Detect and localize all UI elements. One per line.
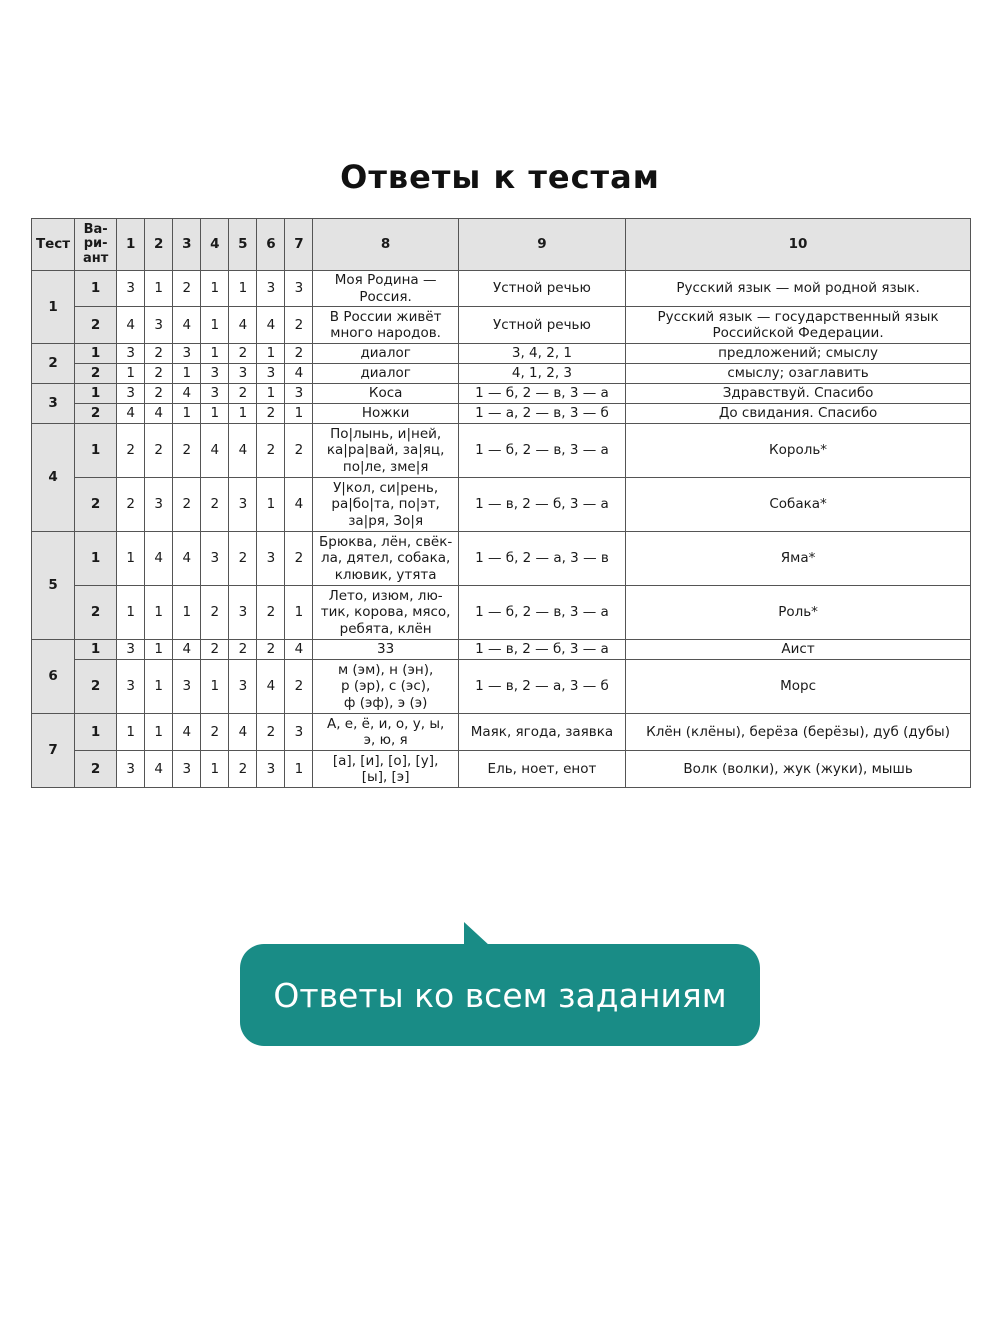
answer-text-cell-c8 xyxy=(313,344,458,364)
answer-text-line: Маяк, ягода, заявка xyxy=(470,723,614,740)
answer-cell: 3 xyxy=(117,271,145,307)
answer-text-cell-c9 xyxy=(458,478,625,532)
answer-cell: 2 xyxy=(285,307,313,344)
variant-cell: 1 xyxy=(75,271,117,307)
answer-text-cell-c9 xyxy=(458,751,625,788)
answer-text-cell-c8 xyxy=(313,586,458,640)
answer-cell: 2 xyxy=(145,424,173,478)
answer-cell: 3 xyxy=(145,307,173,344)
variant-cell: 2 xyxy=(75,586,117,640)
answer-text-cell-c10 xyxy=(626,424,971,478)
table-row xyxy=(32,307,971,344)
answer-cell: 1 xyxy=(145,660,173,714)
test-number-cell: 1 xyxy=(32,271,75,344)
answer-text-cell-c10 xyxy=(626,640,971,660)
answer-cell: 2 xyxy=(285,424,313,478)
answer-text-cell-c10 xyxy=(626,344,971,364)
answer-text-cell-c9 xyxy=(458,532,625,586)
answer-cell: 2 xyxy=(257,714,285,751)
answer-text-line: предложений; смыслу xyxy=(718,345,879,362)
answer-text-line: По|лынь, и|ней, xyxy=(330,425,442,442)
answer-cell: 2 xyxy=(145,344,173,364)
table-row xyxy=(32,660,971,714)
answer-cell: 1 xyxy=(229,404,257,424)
answer-cell: 1 xyxy=(145,586,173,640)
answer-cell: 3 xyxy=(117,384,145,404)
answer-cell: 2 xyxy=(257,424,285,478)
answer-cell: 2 xyxy=(145,384,173,404)
answer-text-cell-c9 xyxy=(458,384,625,404)
answer-cell: 4 xyxy=(285,478,313,532)
header-variant-line: ант xyxy=(82,250,109,266)
answer-text-line: тик, корова, мясо, xyxy=(320,604,451,621)
answer-cell: 1 xyxy=(117,586,145,640)
answer-text-cell-c10 xyxy=(626,404,971,424)
answer-text-cell-c8 xyxy=(313,640,458,660)
variant-cell: 1 xyxy=(75,532,117,586)
test-number-cell: 7 xyxy=(32,714,75,788)
answer-text-line: Собака* xyxy=(769,496,827,513)
answer-text-cell-c9 xyxy=(458,586,625,640)
variant-cell: 1 xyxy=(75,640,117,660)
table-row xyxy=(32,384,971,404)
answer-text-cell-c9 xyxy=(458,660,625,714)
answer-text-line: ф (эф), э (э) xyxy=(343,694,428,711)
answer-cell: 3 xyxy=(285,384,313,404)
answer-text-cell-c10 xyxy=(626,478,971,532)
answer-cell: 2 xyxy=(229,344,257,364)
answer-text-line: ла, дятел, собака, xyxy=(320,550,451,567)
answer-text-line: ка|ра|вай, за|яц, xyxy=(326,442,445,459)
answer-text-cell-c9 xyxy=(458,640,625,660)
answer-cell: 3 xyxy=(257,532,285,586)
answer-text-line: 1 — б, 2 — в, 3 — а xyxy=(475,442,609,459)
answer-text-line: До свидания. Спасибо xyxy=(718,405,878,422)
answer-text-line: 1 — в, 2 — б, 3 — а xyxy=(475,641,609,658)
answer-cell: 4 xyxy=(145,404,173,424)
table-row xyxy=(32,586,971,640)
answer-text-line: Российской Федерации. xyxy=(712,325,884,341)
answer-cell: 1 xyxy=(201,271,229,307)
answer-text-line: Здравствуй. Спасибо xyxy=(722,385,874,402)
answer-cell: 4 xyxy=(145,751,173,788)
answer-text-cell-c9 xyxy=(458,307,625,344)
answer-cell: 3 xyxy=(229,660,257,714)
answer-cell: 4 xyxy=(173,714,201,751)
answer-text-line: 1 — б, 2 — в, 3 — а xyxy=(475,604,609,621)
answer-text-line: В России живёт xyxy=(329,308,442,325)
header-variant-line: ри- xyxy=(83,236,108,252)
test-number-cell: 4 xyxy=(32,424,75,532)
answer-cell: 2 xyxy=(145,364,173,384)
answer-cell: 3 xyxy=(201,384,229,404)
answer-text-line: Роль* xyxy=(778,604,818,621)
answer-text-cell-c10 xyxy=(626,307,971,344)
answer-cell: 1 xyxy=(201,307,229,344)
variant-cell: 1 xyxy=(75,344,117,364)
answer-cell: 1 xyxy=(173,364,201,384)
header-col-9: 9 xyxy=(458,219,625,271)
answer-text-cell-c9 xyxy=(458,404,625,424)
answer-text-line: А, е, ё, и, о, у, ы, xyxy=(326,715,445,732)
answer-cell: 4 xyxy=(257,307,285,344)
answer-text-cell-c9 xyxy=(458,364,625,384)
table-row xyxy=(32,344,971,364)
answer-text-line: диалог xyxy=(360,365,411,382)
answer-cell: 3 xyxy=(145,478,173,532)
answer-cell: 1 xyxy=(173,404,201,424)
answer-cell: 1 xyxy=(201,751,229,788)
answer-cell: 3 xyxy=(173,344,201,364)
answers-table xyxy=(31,218,971,788)
answer-text-line: Русский язык — мой родной язык. xyxy=(676,280,920,297)
header-col-4: 4 xyxy=(201,219,229,271)
variant-cell: 1 xyxy=(75,424,117,478)
answer-cell: 2 xyxy=(201,640,229,660)
answer-text-cell-c10 xyxy=(626,271,971,307)
answer-cell: 2 xyxy=(257,640,285,660)
answer-text-line: Клён (клёны), берёза (берёзы), дуб (дубы) xyxy=(646,723,950,740)
answer-cell: 1 xyxy=(117,364,145,384)
answer-cell: 1 xyxy=(285,404,313,424)
answer-cell: 4 xyxy=(117,404,145,424)
answer-cell: 3 xyxy=(201,364,229,384)
answer-text-line: клювик, утята xyxy=(334,566,437,583)
answer-text-line: много народов. xyxy=(330,325,441,341)
answer-text-line: Морс xyxy=(780,678,817,695)
answer-text-line: по|ле, зме|я xyxy=(342,458,429,475)
answer-text-line: 3, 4, 2, 1 xyxy=(511,345,572,362)
answer-text-cell-c8 xyxy=(313,751,458,788)
answer-cell: 2 xyxy=(173,478,201,532)
answer-cell: 4 xyxy=(285,640,313,660)
answer-cell: 1 xyxy=(285,586,313,640)
answer-text-line: Волк (волки), жук (жуки), мышь xyxy=(683,760,913,777)
answer-cell: 4 xyxy=(285,364,313,384)
answer-text-cell-c10 xyxy=(626,364,971,384)
header-row xyxy=(32,219,971,271)
answer-text-cell-c8 xyxy=(313,424,458,478)
answer-text-line: Русский язык — государственный язык xyxy=(657,308,939,325)
answer-text-cell-c8 xyxy=(313,364,458,384)
answer-cell: 4 xyxy=(173,307,201,344)
answer-text-line: смыслу; озаглавить xyxy=(727,365,869,382)
answer-cell: 3 xyxy=(229,364,257,384)
answer-text-line: Ель, ноет, енот xyxy=(487,760,597,777)
answer-cell: 4 xyxy=(173,640,201,660)
answer-text-line: Моя Родина — xyxy=(334,272,437,289)
answer-text-cell-c9 xyxy=(458,344,625,364)
table-row xyxy=(32,404,971,424)
answer-text-cell-c10 xyxy=(626,714,971,751)
answer-text-line: Коса xyxy=(368,385,403,402)
answer-cell: 2 xyxy=(229,532,257,586)
header-col-7: 7 xyxy=(285,219,313,271)
answer-cell: 1 xyxy=(201,660,229,714)
answer-text-cell-c8 xyxy=(313,307,458,344)
answer-text-cell-c8 xyxy=(313,271,458,307)
answer-cell: 3 xyxy=(117,751,145,788)
header-col-6: 6 xyxy=(257,219,285,271)
header-col-10: 10 xyxy=(626,219,971,271)
table-row xyxy=(32,478,971,532)
answer-text-line: Аист xyxy=(781,641,815,658)
answer-text-cell-c10 xyxy=(626,384,971,404)
header-col-8: 8 xyxy=(313,219,458,271)
answer-cell: 1 xyxy=(145,714,173,751)
answer-cell: 2 xyxy=(117,424,145,478)
answer-text-line: [а], [и], [о], [у], xyxy=(332,752,439,769)
header-col-5: 5 xyxy=(229,219,257,271)
answer-cell: 1 xyxy=(117,532,145,586)
answer-cell: 3 xyxy=(257,271,285,307)
answer-text-line: У|кол, си|рень, xyxy=(333,479,439,496)
answer-cell: 3 xyxy=(117,344,145,364)
answer-cell: 2 xyxy=(257,404,285,424)
table-row xyxy=(32,640,971,660)
answer-cell: 4 xyxy=(229,424,257,478)
answer-cell: 1 xyxy=(257,384,285,404)
answer-text-line: ра|бо|та, по|эт, xyxy=(331,496,440,513)
answer-text-line: Брюква, лён, свёк- xyxy=(319,533,453,550)
header-variant-line: Ва- xyxy=(83,222,108,238)
answer-cell: 1 xyxy=(145,640,173,660)
answer-cell: 2 xyxy=(285,660,313,714)
answer-text-line: 4, 1, 2, 3 xyxy=(511,365,572,382)
answer-text-cell-c9 xyxy=(458,424,625,478)
answer-text-line: Ножки xyxy=(361,405,410,422)
header-col-1: 1 xyxy=(117,219,145,271)
header-variant xyxy=(75,219,117,271)
answer-text-line: 1 — в, 2 — б, 3 — а xyxy=(475,496,609,513)
answer-cell: 3 xyxy=(173,660,201,714)
variant-cell: 2 xyxy=(75,478,117,532)
answer-cell: 4 xyxy=(173,384,201,404)
answer-cell: 1 xyxy=(285,751,313,788)
table-row xyxy=(32,714,971,751)
answer-cell: 1 xyxy=(201,404,229,424)
answer-cell: 2 xyxy=(257,586,285,640)
answers-body xyxy=(32,271,971,788)
answer-cell: 1 xyxy=(257,344,285,364)
answer-text-line: Устной речью xyxy=(493,316,591,333)
answer-text-cell-c8 xyxy=(313,478,458,532)
answer-text-cell-c10 xyxy=(626,532,971,586)
answer-cell: 2 xyxy=(229,640,257,660)
answer-text-cell-c9 xyxy=(458,271,625,307)
variant-cell: 1 xyxy=(75,384,117,404)
answer-cell: 2 xyxy=(201,586,229,640)
answer-cell: 3 xyxy=(201,532,229,586)
answer-text-line: 1 — в, 2 — а, 3 — б xyxy=(475,678,609,695)
header-col-3: 3 xyxy=(173,219,201,271)
answer-text-line: за|ря, Зо|я xyxy=(348,512,424,529)
answer-cell: 3 xyxy=(257,364,285,384)
answer-cell: 3 xyxy=(229,586,257,640)
page-title: Ответы к тестам xyxy=(340,158,660,196)
test-number-cell: 5 xyxy=(32,532,75,640)
answer-text-cell-c10 xyxy=(626,660,971,714)
answer-cell: 2 xyxy=(173,424,201,478)
answer-text-cell-c8 xyxy=(313,714,458,751)
variant-cell: 1 xyxy=(75,714,117,751)
answer-cell: 2 xyxy=(229,751,257,788)
answer-cell: 2 xyxy=(285,344,313,364)
answer-cell: 2 xyxy=(229,384,257,404)
table-row xyxy=(32,424,971,478)
answer-cell: 3 xyxy=(229,478,257,532)
answer-cell: 4 xyxy=(173,532,201,586)
answer-cell: 4 xyxy=(201,424,229,478)
variant-cell: 2 xyxy=(75,307,117,344)
header-col-2: 2 xyxy=(145,219,173,271)
answer-cell: 1 xyxy=(257,478,285,532)
answer-text-cell-c10 xyxy=(626,586,971,640)
answer-cell: 2 xyxy=(285,532,313,586)
table-row xyxy=(32,532,971,586)
variant-cell: 2 xyxy=(75,660,117,714)
table-row xyxy=(32,364,971,384)
variant-cell: 2 xyxy=(75,364,117,384)
answer-cell: 4 xyxy=(257,660,285,714)
answer-text-cell-c8 xyxy=(313,404,458,424)
answer-cell: 3 xyxy=(285,714,313,751)
answer-cell: 4 xyxy=(117,307,145,344)
answer-text-line: р (эр), с (эс), xyxy=(340,678,431,695)
answer-text-cell-c8 xyxy=(313,384,458,404)
answer-cell: 2 xyxy=(117,478,145,532)
answer-text-line: диалог xyxy=(360,345,411,362)
answer-text-line: Король* xyxy=(769,442,828,459)
answer-text-line: 33 xyxy=(377,641,395,658)
answer-text-cell-c9 xyxy=(458,714,625,751)
answer-text-line: Россия. xyxy=(359,288,412,305)
answer-cell: 1 xyxy=(117,714,145,751)
answer-cell: 3 xyxy=(117,660,145,714)
variant-cell: 2 xyxy=(75,751,117,788)
answer-cell: 3 xyxy=(173,751,201,788)
table-row xyxy=(32,751,971,788)
answer-cell: 1 xyxy=(145,271,173,307)
answer-cell: 1 xyxy=(229,271,257,307)
answer-text-line: Лето, изюм, лю- xyxy=(328,587,443,604)
test-number-cell: 6 xyxy=(32,640,75,714)
answer-text-cell-c8 xyxy=(313,532,458,586)
answer-cell: 4 xyxy=(229,714,257,751)
answer-cell: 1 xyxy=(201,344,229,364)
answer-text-cell-c8 xyxy=(313,660,458,714)
answers-banner xyxy=(240,944,760,1046)
answer-text-line: 1 — а, 2 — в, 3 — б xyxy=(475,405,609,422)
answer-text-line: [ы], [э] xyxy=(361,769,410,785)
test-number-cell: 3 xyxy=(32,384,75,424)
answer-text-line: Яма* xyxy=(780,550,816,567)
answer-cell: 4 xyxy=(145,532,173,586)
speech-bubble-tail xyxy=(464,922,490,946)
answer-cell: 3 xyxy=(117,640,145,660)
answer-cell: 2 xyxy=(173,271,201,307)
answer-text-line: э, ю, я xyxy=(363,732,408,748)
answer-text-line: 1 — б, 2 — а, 3 — в xyxy=(475,550,609,567)
answer-text-line: м (эм), н (эн), xyxy=(337,661,434,678)
answer-cell: 1 xyxy=(173,586,201,640)
answer-text-cell-c10 xyxy=(626,751,971,788)
table-row xyxy=(32,271,971,307)
variant-cell: 2 xyxy=(75,404,117,424)
answer-cell: 4 xyxy=(229,307,257,344)
answer-cell: 3 xyxy=(285,271,313,307)
answer-text-line: 1 — б, 2 — в, 3 — а xyxy=(475,385,609,402)
answer-text-line: Устной речью xyxy=(493,280,591,297)
answers-banner-text: Ответы ко всем заданиям xyxy=(273,975,727,1015)
answer-text-line: ребята, клён xyxy=(339,620,432,637)
answer-cell: 2 xyxy=(201,478,229,532)
test-number-cell: 2 xyxy=(32,344,75,384)
answer-cell: 2 xyxy=(201,714,229,751)
answer-cell: 3 xyxy=(257,751,285,788)
header-test: Тест xyxy=(32,219,75,271)
